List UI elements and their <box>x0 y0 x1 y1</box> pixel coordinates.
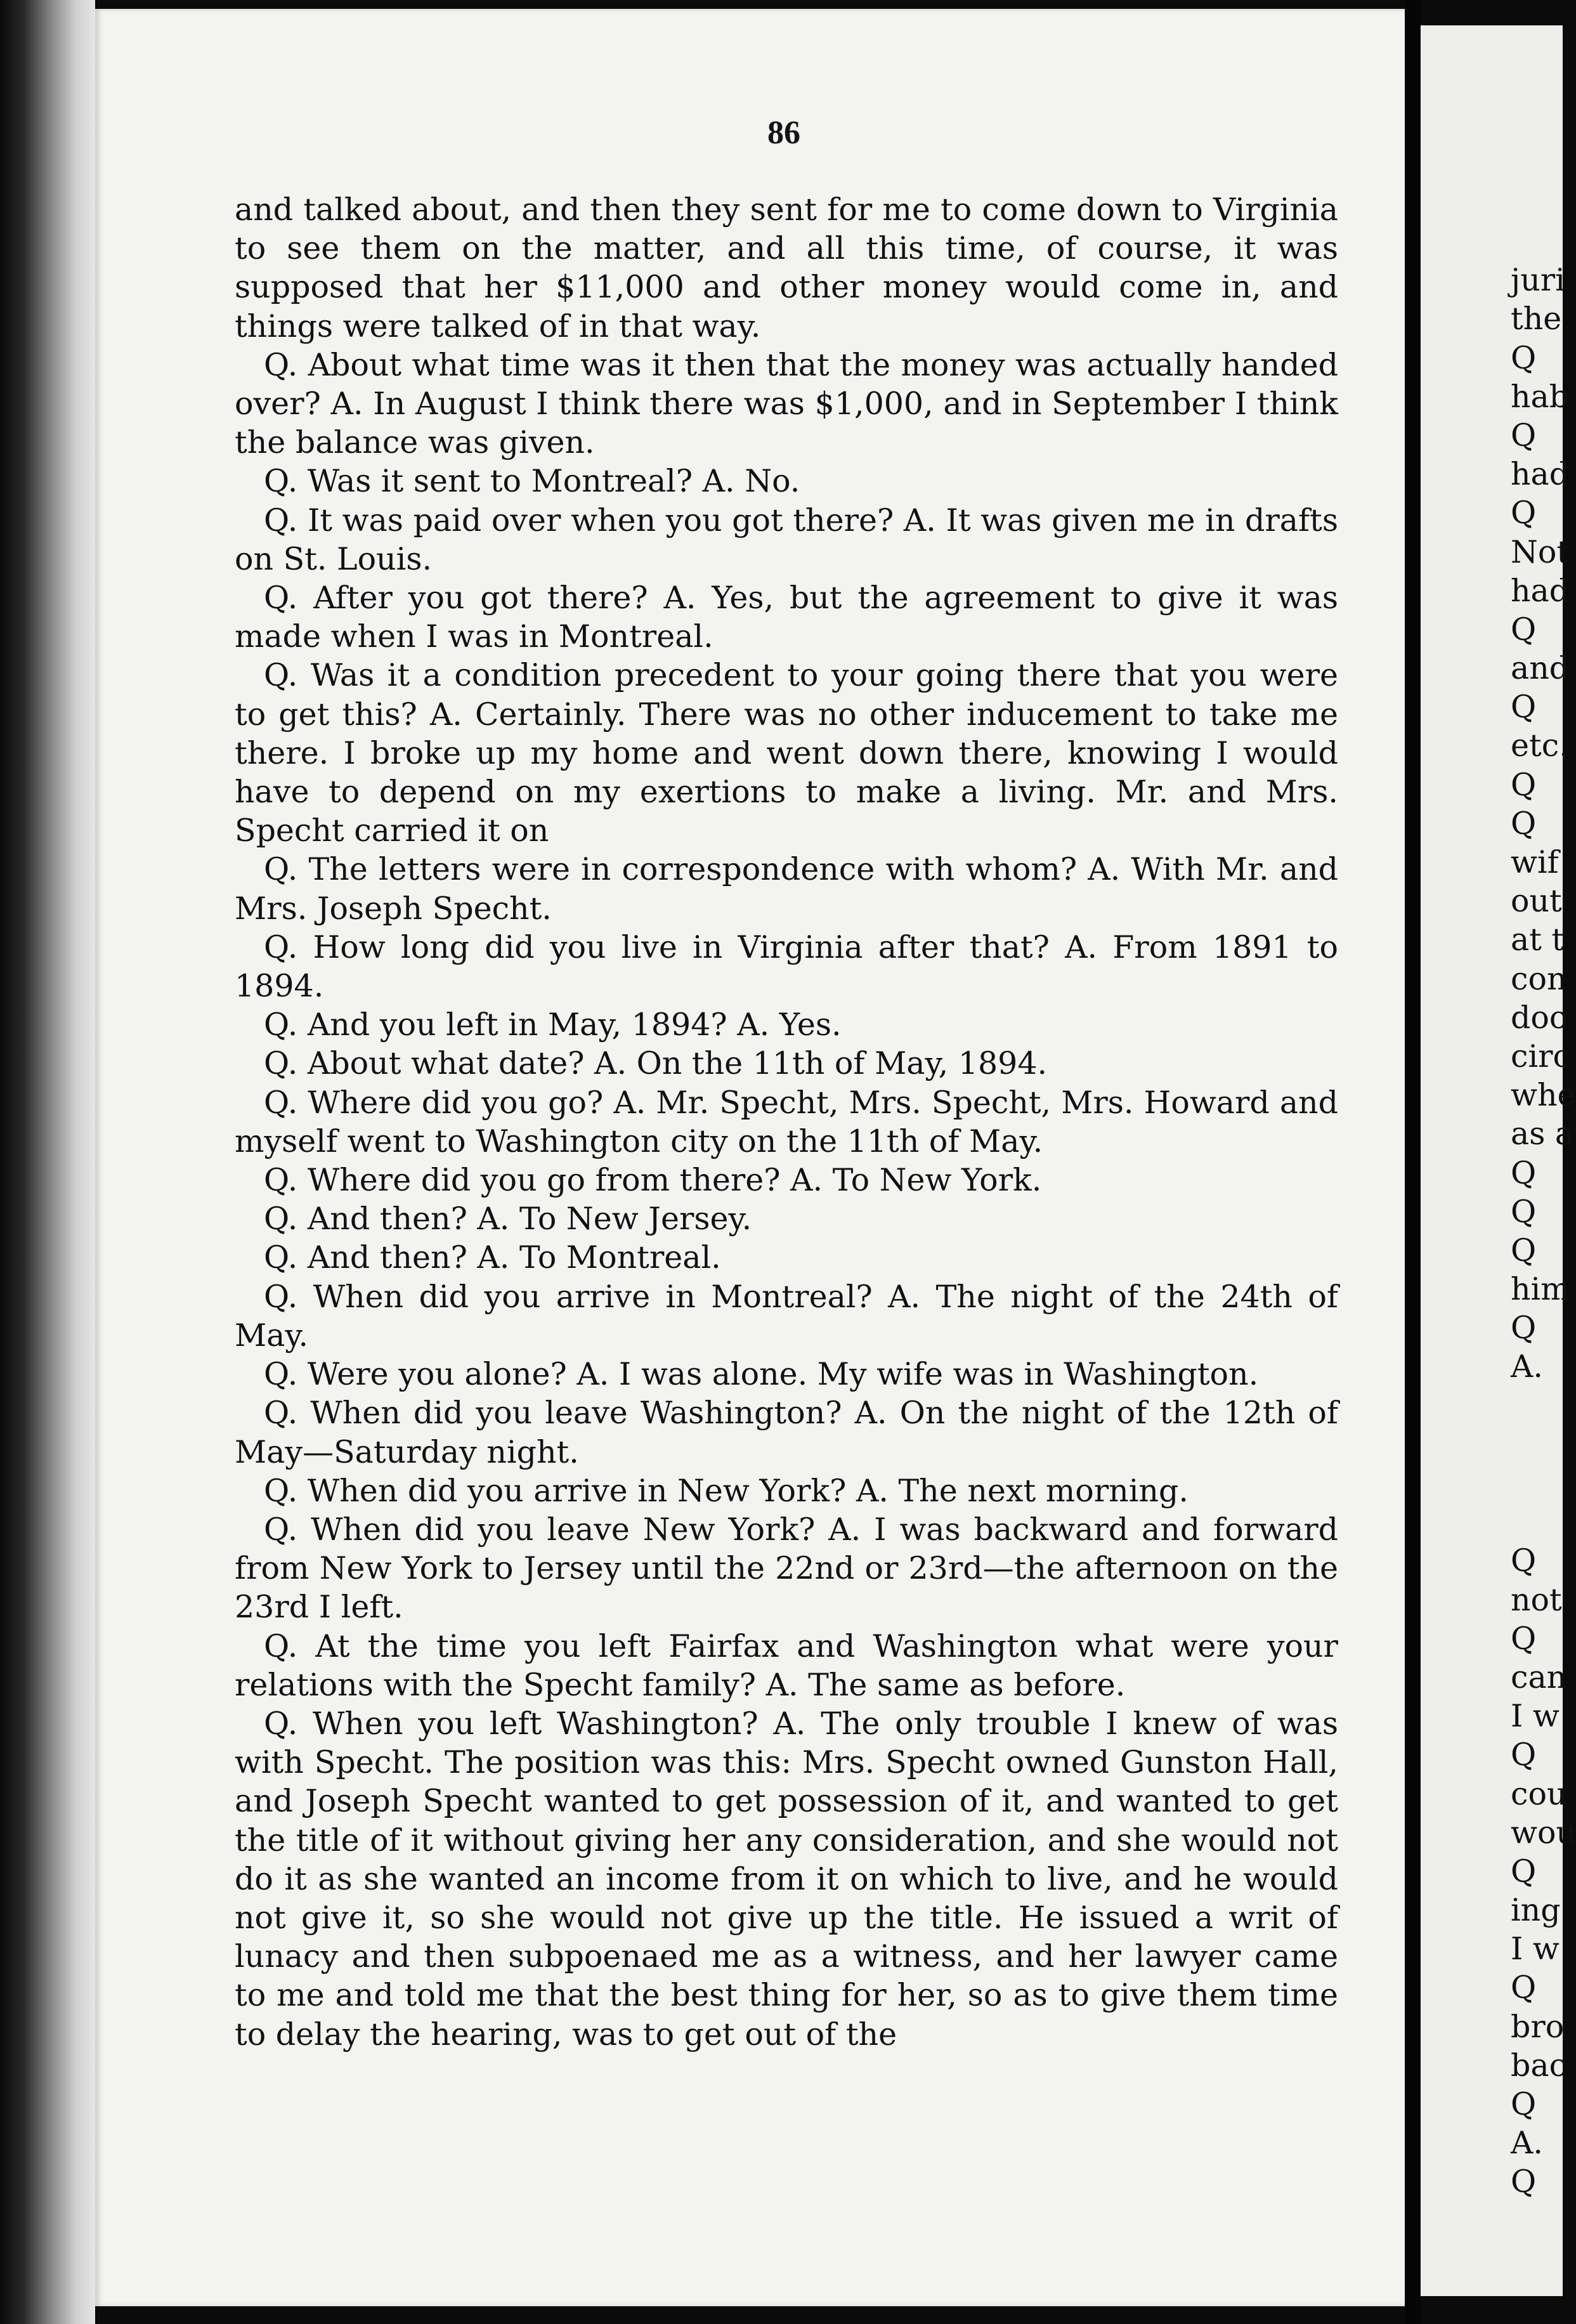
facing-page-line: Q <box>1511 2086 1537 2122</box>
facing-page-line: wif <box>1511 844 1559 880</box>
paragraph: Q. About what date? A. On the 11th of May, 1894. <box>264 1045 1048 1082</box>
facing-page-line: doo <box>1511 999 1568 1036</box>
facing-page-line: him <box>1511 1271 1570 1308</box>
facing-page-line <box>1511 1387 1576 1425</box>
facing-page-line: Q <box>1511 339 1537 376</box>
facing-page-line: had <box>1511 572 1570 609</box>
paragraph: Q. It was paid over when you got there? A. It was given me in drafts on St. Louis. <box>235 502 1338 577</box>
facing-page-line: Q <box>1511 417 1537 454</box>
paragraph: Q. When did you leave New York? A. I was backward and forward from New York to Jersey until the 22nd or 23rd—the afternoon on the 23rd I left. <box>235 1511 1338 1626</box>
facing-page-line: as a <box>1511 1116 1574 1152</box>
paragraph: Q. And then? A. To Montreal. <box>264 1239 721 1276</box>
page-gutter <box>1405 0 1421 2324</box>
paragraph: Q. Was it a condition precedent to your going there that you were to get this? A. Certainly. There was no other inducement to take me there. I broke up my home and went down there, knowing I would have to depend on my exertions to make a living. Mr. and Mrs. Specht carried it on <box>235 657 1338 849</box>
facing-page-line: A. <box>1511 2125 1543 2162</box>
facing-page-line: Q <box>1511 1620 1537 1657</box>
paragraph: Q. About what time was it then that the money was actually handed over? A. In August I think there was $1,000, and in September I think the balance was given. <box>235 346 1338 461</box>
facing-page-line: Q <box>1511 1193 1537 1230</box>
facing-page-line <box>1511 222 1576 261</box>
testimony-text <box>235 190 1338 2054</box>
paragraph: Q. After you got there? A. Yes, but the agreement to give it was made when I was in Montreal. <box>235 580 1338 655</box>
facing-page-line: the <box>1511 301 1562 337</box>
paragraph: Q. At the time you left Fairfax and Washington what were your relations with the Specht family? A. The same as before. <box>235 1628 1338 1703</box>
paragraph: Q. When did you leave Washington? A. On the night of the 12th of May—Saturday night. <box>235 1395 1338 1470</box>
facing-page-line: and <box>1511 650 1570 687</box>
facing-page-line: Q <box>1511 2164 1537 2200</box>
facing-page-line: circ <box>1511 1038 1570 1074</box>
facing-page-line: A. <box>1511 1348 1543 1385</box>
facing-page-line: Q <box>1511 1232 1537 1269</box>
facing-page-line: Not <box>1511 533 1570 570</box>
facing-page-line: Q <box>1511 1543 1537 1579</box>
paragraph: Q. How long did you live in Virginia after that? A. From 1891 to 1894. <box>235 929 1338 1005</box>
facing-page-line: Q <box>1511 805 1537 842</box>
facing-page-line: I w <box>1511 1698 1560 1735</box>
paragraph: Q. And you left in May, 1894? A. Yes. <box>264 1007 842 1043</box>
facing-page-line <box>1511 1425 1576 1464</box>
facing-page-line: Q <box>1511 611 1537 648</box>
facing-page-line: Q <box>1511 1737 1537 1773</box>
facing-page-line: ing <box>1511 1892 1561 1929</box>
book-spine-shadow <box>0 0 95 2324</box>
facing-page-line: Q <box>1511 1969 1537 2006</box>
paragraph: Q. When did you arrive in New York? A. The next morning. <box>264 1472 1189 1509</box>
paragraph: Q. The letters were in correspondence with whom? A. With Mr. and Mrs. Joseph Specht. <box>235 851 1338 927</box>
facing-page-line <box>1511 1464 1576 1503</box>
paragraph: Q. Were you alone? A. I was alone. My wife was in Washington. <box>264 1356 1259 1393</box>
facing-page-line: Q <box>1511 1853 1537 1890</box>
facing-page-text <box>1511 222 1576 2202</box>
paragraph: Q. When did you arrive in Montreal? A. The night of the 24th of May. <box>235 1278 1338 1354</box>
page-number: 86 <box>767 115 800 151</box>
paragraph: and talked about, and then they sent for me to come down to Virginia to see them on the matter, and all this time, of course, it was supposed that her $11,000 and other money would come in, and things were talked of in that way. <box>235 192 1338 344</box>
facing-page-line: I w <box>1511 1931 1560 1968</box>
facing-page-line: had <box>1511 456 1570 493</box>
facing-page-line: con <box>1511 960 1567 997</box>
facing-page-line: wou <box>1511 1814 1576 1851</box>
facing-page-line: hab <box>1511 378 1570 415</box>
facing-page-line: out <box>1511 883 1562 920</box>
facing-page-line <box>1511 1503 1576 1541</box>
facing-page-line: Q <box>1511 1154 1537 1191</box>
facing-page-line: juri <box>1511 262 1565 299</box>
facing-page-line: can <box>1511 1659 1567 1695</box>
paragraph: Q. When you left Washington? A. The only trouble I knew of was with Specht. The position was this: Mrs. Specht owned Gunston Hall, and Joseph Specht wanted to get possession of it, and wanted to get the title of it without giving her any consideration, and she would not do it as she wanted an income from it on which to live, and he would not give it, so she would not give up the title. He issued a writ of lunacy and then subpoenaed me as a witness, and her lawyer came to me and told me that the best thing for her, so as to give them time to delay the hearing, was to get out of the <box>235 1705 1338 2053</box>
paragraph: Q. Was it sent to Montreal? A. No. <box>264 463 800 500</box>
facing-page-line: cou <box>1511 1775 1567 1812</box>
facing-page-line: Q <box>1511 766 1537 803</box>
facing-page-line: Q <box>1511 1310 1537 1347</box>
facing-page-line: bac <box>1511 2047 1567 2084</box>
facing-page-line: whe <box>1511 1077 1576 1114</box>
paragraph: Q. Where did you go from there? A. To New York. <box>264 1162 1042 1199</box>
facing-page-line: Q <box>1511 689 1537 726</box>
facing-page-line: not <box>1511 1581 1562 1618</box>
facing-page-line: etc. <box>1511 728 1569 764</box>
paragraph: Q. Where did you go? A. Mr. Specht, Mrs. Specht, Mrs. Howard and myself went to Washington city on the 11th of May. <box>235 1084 1338 1159</box>
paragraph: Q. And then? A. To New Jersey. <box>264 1201 752 1237</box>
facing-page-line: Q <box>1511 495 1537 532</box>
facing-page-line: bro <box>1511 2008 1565 2045</box>
facing-page-line: at t <box>1511 922 1565 958</box>
